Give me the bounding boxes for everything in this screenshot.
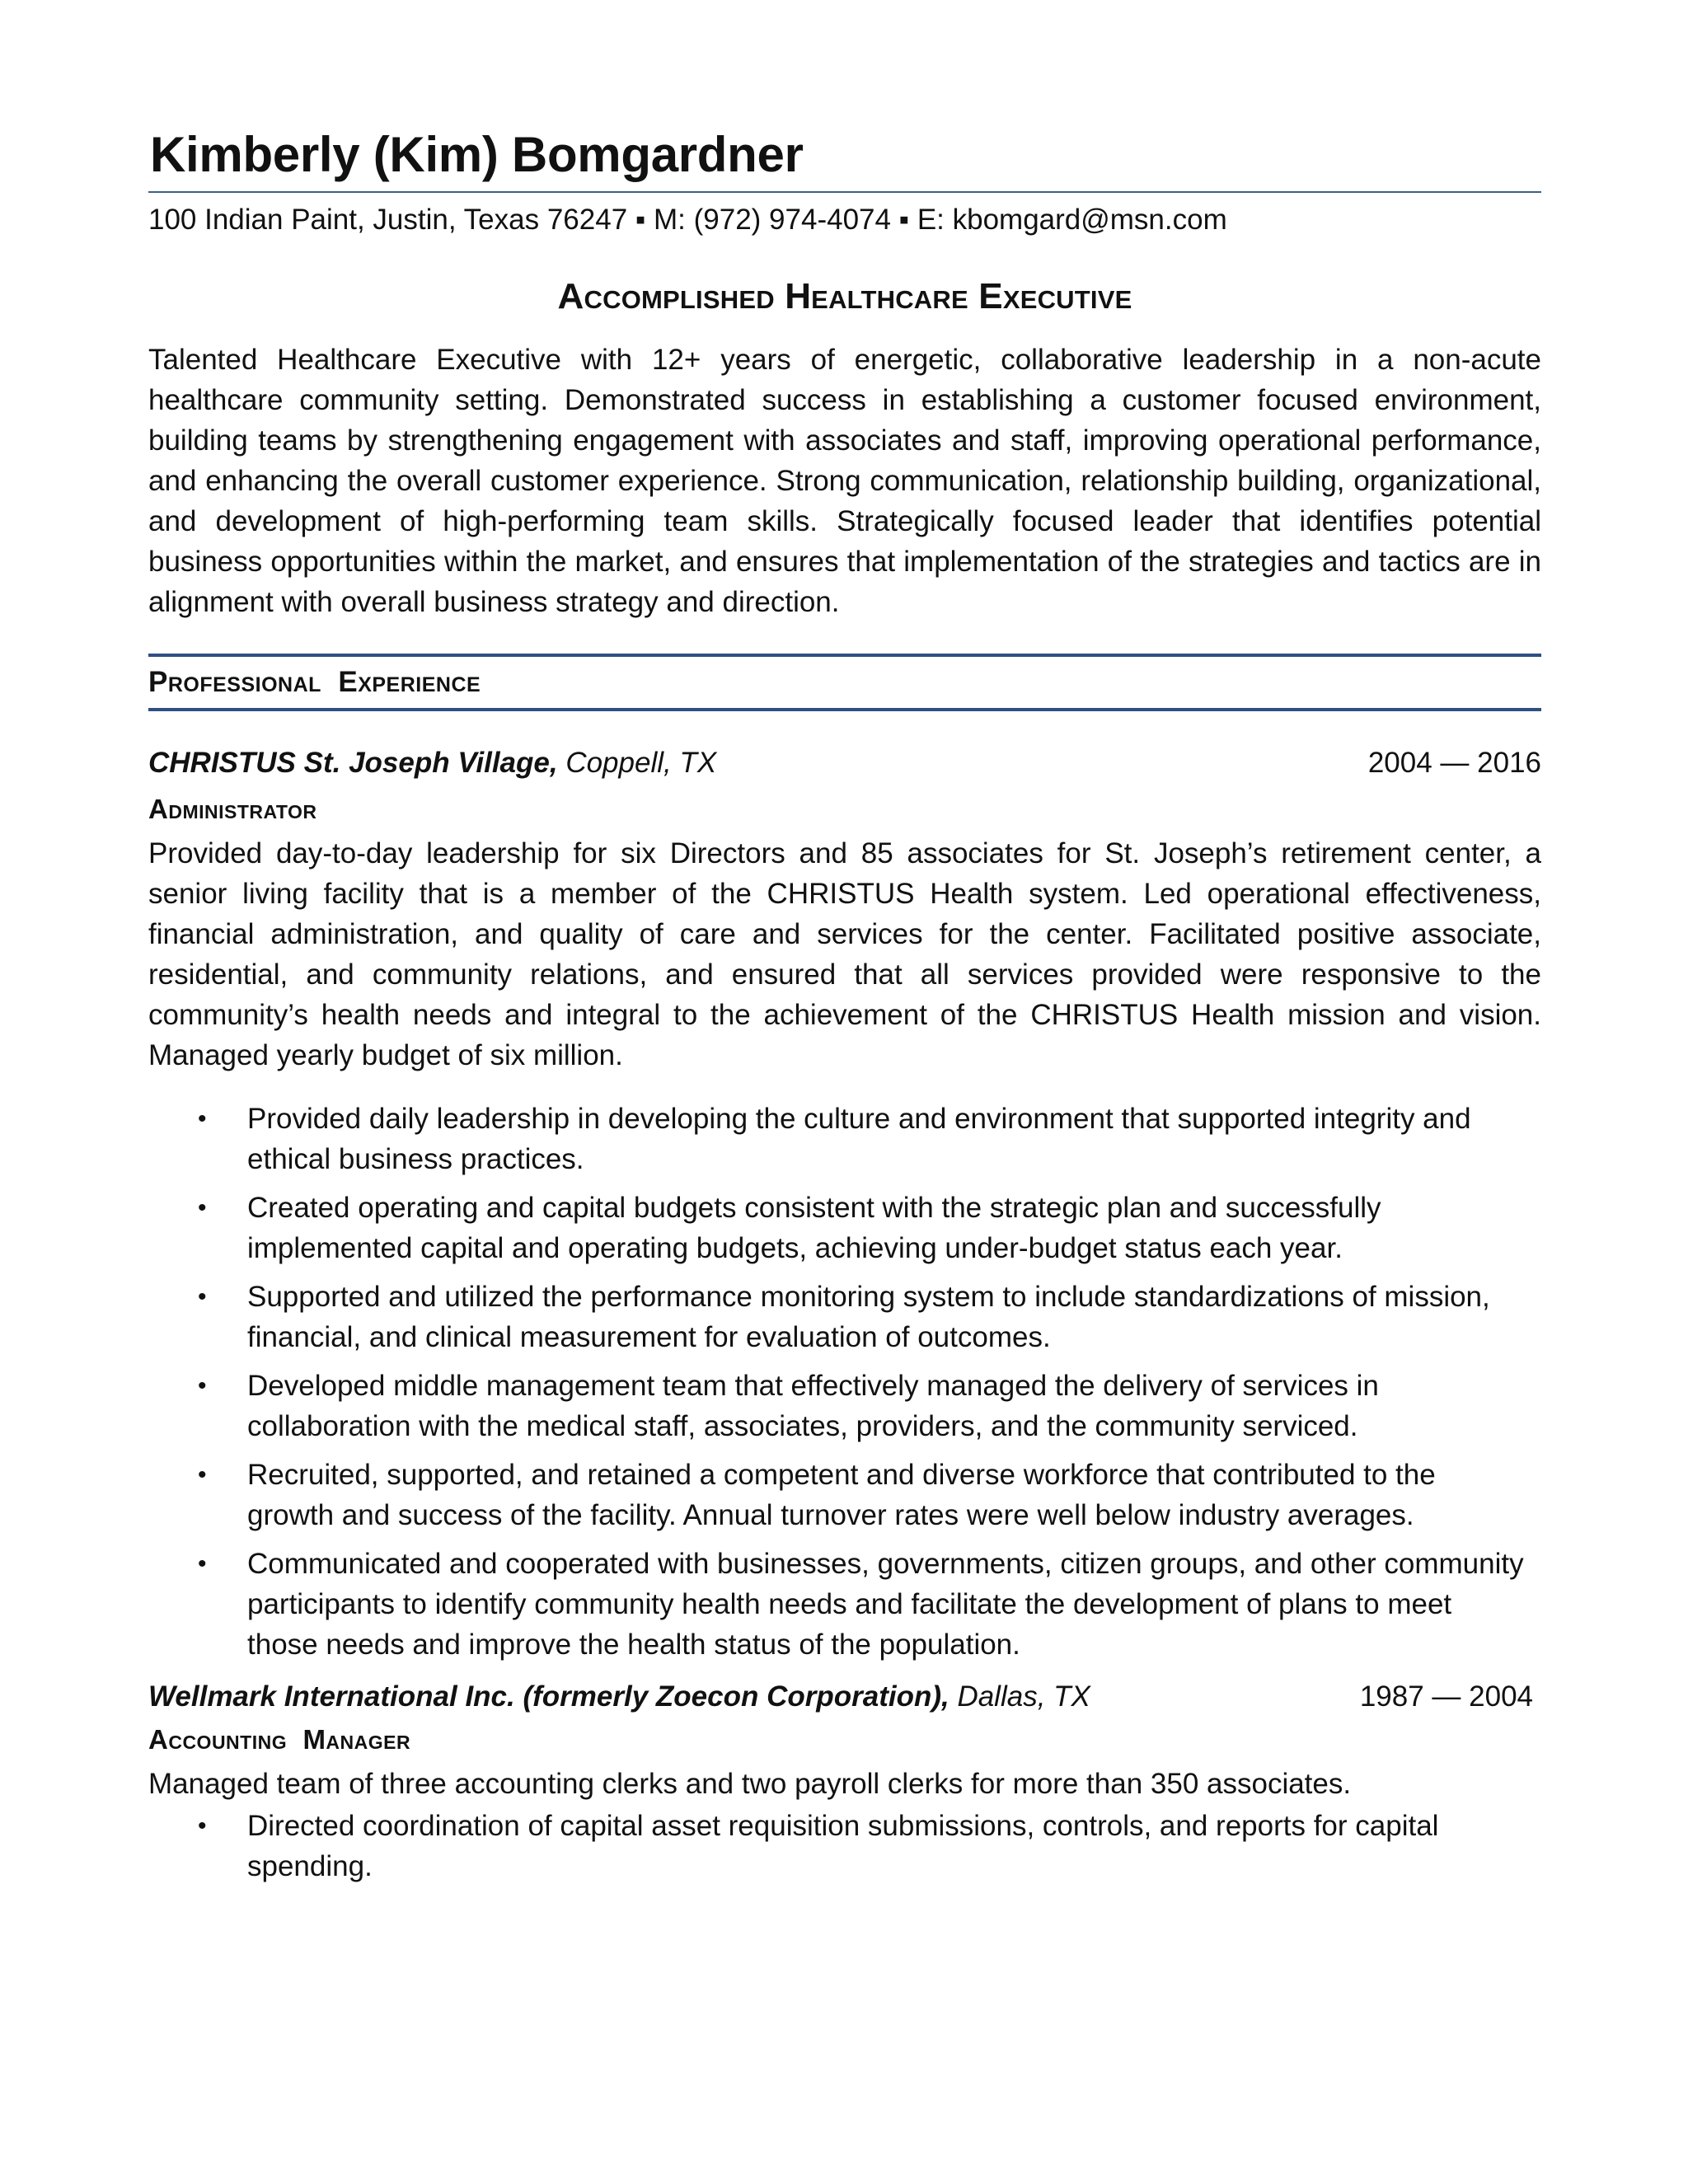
bullet-item (148, 1277, 1541, 1357)
bullet-item (148, 1455, 1541, 1535)
job-employer: CHRISTUS St. Joseph Village, (148, 747, 558, 779)
section-title: Professional Experience (148, 666, 481, 698)
bullet-text: Directed coordination of capital asset requisition submissions, controls, and reports for capital spending. (247, 1810, 1439, 1882)
name-divider (148, 191, 1541, 193)
bullet-icon: • (198, 1194, 207, 1221)
job-dates: 1987 — 2004 (1359, 1680, 1533, 1713)
bullet-text: Supported and utilized the performance monitoring system to include standardizations of mission, financial, and clinical measurement for evaluation of outcomes. (247, 1281, 1490, 1353)
job-header (148, 743, 1541, 784)
contact-line: 100 Indian Paint, Justin, Texas 76247 ▪ M: (972) 974-4074 ▪ E: kbomgard@msn.com (148, 204, 1227, 236)
summary-paragraph: Talented Healthcare Executive with 12+ years of energetic, collaborative leadership in a non-acute healthcare community setting. Demonstrated success in establishing a customer focused environment, building teams by strengthening engagement with associates and staff, improving operational performance, and enhancing the overall customer experience. Strong communication, relationship building, organizational, and development of high-performing team skills. Strategically focused leader that identifies potential business opportunities within the market, and ensures that implementation of the strategies and tactics are in alignment with overall business strategy and direction. (148, 344, 1541, 618)
job-bullets (148, 1806, 1541, 1886)
bullet-icon: • (198, 1812, 207, 1840)
bullet-icon: • (198, 1283, 207, 1310)
job-employer-line (148, 1676, 1090, 1718)
job-description: Provided day-to-day leadership for six Directors and 85 associates for St. Joseph’s retirement center, a senior living facility that is a member of the CHRISTUS Health system. Led operational effectiveness, financial administration, and quality of care and services for the center. Facilitated positive associate, residential, and community relations, and ensured that all services provided were responsive to the community’s health needs and integral to the achievement of the CHRISTUS Health mission and vision. Managed yearly budget of six million. (148, 837, 1541, 1071)
job-description: Managed team of three accounting clerks and two payroll clerks for more than 350 associates. (148, 1768, 1352, 1800)
bullet-item (148, 1544, 1541, 1665)
job-location: Dallas, TX (949, 1680, 1090, 1713)
bullet-item (148, 1099, 1541, 1179)
job-header (148, 1676, 1541, 1718)
bullet-text: Communicated and cooperated with businesses, governments, citizen groups, and other community participants to identify community health needs and facilitate the development of plans to meet those needs and improve the health status of the population. (247, 1548, 1524, 1661)
bullet-text: Developed middle management team that effectively managed the delivery of services in collaboration with the medical staff, associates, providers, and the community serviced. (247, 1370, 1379, 1442)
bullet-text: Provided daily leadership in developing the culture and environment that supported integrity and ethical business practices. (247, 1103, 1471, 1175)
bullet-text: Created operating and capital budgets consistent with the strategic plan and successfully implemented capital and operating budgets, achieving under-budget status each year. (247, 1192, 1381, 1264)
job-location: Coppell, TX (557, 747, 717, 779)
job-employer-line (148, 743, 716, 784)
bullet-icon: • (198, 1461, 207, 1488)
job-entry (148, 743, 1541, 1665)
resume-page (148, 124, 1541, 1895)
headline: Accomplished Healthcare Executive (557, 276, 1132, 316)
candidate-name: Kimberly (Kim) Bomgardner (150, 127, 804, 182)
job-title: Accounting Manager (148, 1724, 411, 1755)
section-header-experience (148, 654, 1541, 711)
job-bullets (148, 1099, 1541, 1665)
bullet-icon: • (198, 1550, 207, 1577)
bullet-icon: • (198, 1105, 207, 1132)
job-title: Administrator (148, 794, 317, 824)
job-dates: 2004 — 2016 (1367, 747, 1541, 779)
bullet-item (148, 1366, 1541, 1446)
job-employer: Wellmark International Inc. (formerly Zoecon Corporation), (148, 1680, 950, 1713)
bullet-text: Recruited, supported, and retained a competent and diverse workforce that contributed to the growth and success of the facility. Annual turnover rates were well below industry averages. (247, 1459, 1436, 1531)
bullet-item (148, 1806, 1541, 1886)
bullet-item (148, 1188, 1541, 1268)
job-entry (148, 1676, 1541, 1886)
bullet-icon: • (198, 1372, 207, 1399)
